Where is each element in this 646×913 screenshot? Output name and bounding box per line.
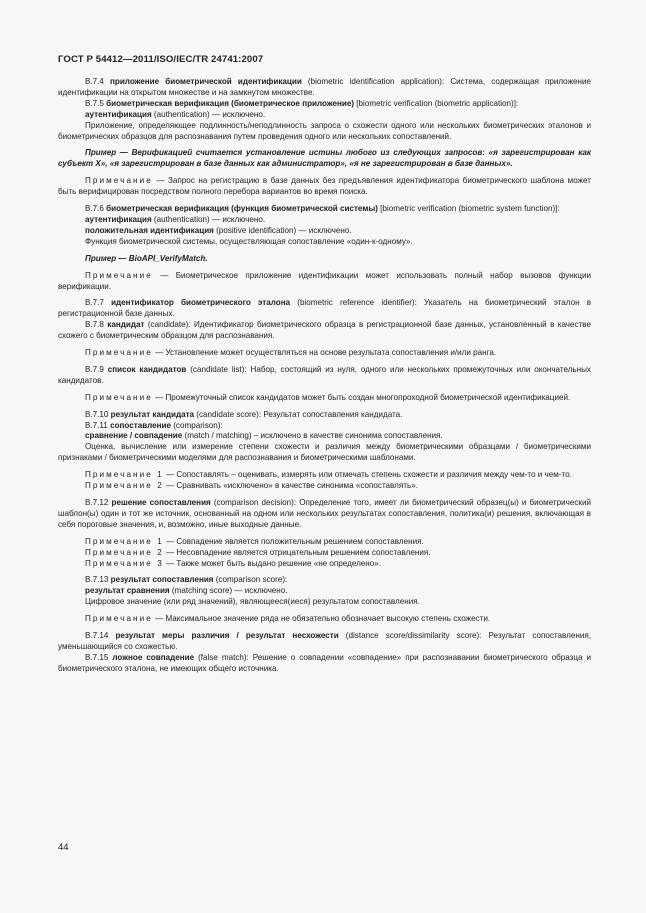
- paragraph: [58, 176, 591, 198]
- text-run: (candidate): Идентификатор биометрического образца в регистрационной базе данных, установленный в качестве схожего с биометрическим образцом для распознавания.: [58, 320, 591, 341]
- term: результат сравнения: [85, 586, 170, 596]
- text-run: (comparison):: [170, 420, 223, 430]
- text-run: (biometric identification application): Система, содержащая приложение идентификации на открытом множестве и на замкнутом множестве.: [58, 77, 591, 97]
- paragraph: [58, 99, 591, 110]
- paragraph: [58, 586, 591, 597]
- text-run: (false match): Решение о совпадении «совпадение» при распознавании биометрического образца и биометрического эталона, не имеющих общего источника.: [58, 652, 592, 673]
- text-run: (positive identification) — исключено.: [213, 225, 352, 235]
- paragraph: [58, 537, 591, 548]
- text-run: В.7.4: [85, 77, 110, 86]
- text-run: В.7.14: [85, 631, 116, 641]
- text-run: (authentication) — исключено.: [151, 109, 266, 119]
- paragraph: [58, 442, 591, 464]
- paragraph: [58, 410, 591, 421]
- text-run: [biometric verification (biometric application)]:: [354, 98, 519, 108]
- term: аутентификация: [85, 109, 152, 119]
- paragraph: [58, 226, 591, 237]
- text-run: — Биометрическое приложение идентификации может использовать полный набор вызовов функции верификации.: [58, 270, 591, 291]
- paragraph: [58, 237, 591, 248]
- paragraph: [58, 597, 591, 608]
- text-run: (biometric reference identifier): Указатель на биометрический эталон в регистрационной базе данных.: [58, 298, 592, 319]
- paragraph: [58, 148, 591, 170]
- term: идентификатор биометрического эталона: [111, 298, 291, 308]
- paragraph: [58, 393, 591, 404]
- note-label: Примечание 1: [85, 470, 164, 480]
- text-run: (candidate list): Набор, состоящий из нуля, одного или нескольких промежуточных или окончательных кандидатов.: [58, 364, 591, 385]
- paragraph: [58, 365, 591, 387]
- text-run: — Промежуточный список кандидатов может быть создан многопроходной биометрической идентификацией.: [152, 392, 571, 402]
- paragraph: [58, 481, 591, 492]
- example-text: Пример — BioAPI_VerifyMatch.: [85, 253, 208, 263]
- term: приложение биометрической идентификации: [109, 77, 302, 86]
- term: сопоставление: [110, 420, 171, 430]
- text-run: В.7.10: [85, 409, 111, 419]
- text-run: (comparison decision): Определение того, имеет ли биометрический образец(ы) и биометрический шаблон(ы) один и тот же источник, основанный на одном или нескольких результатах сопоставления, политика(и) решения, включающая в себя пороговые значения, и, возможно, иные выходные данные.: [58, 498, 591, 529]
- text-run: В.7.11: [85, 420, 111, 430]
- term: аутентификация: [85, 214, 152, 224]
- text-run: (match / matching) – исключено в качестве синонима сопоставления.: [182, 431, 443, 441]
- paragraph: [58, 470, 591, 481]
- note-label: Примечание: [85, 270, 153, 280]
- text-run: (distance score/dissimilarity score): Результат сопоставления, уменьшающийся со схожестью.: [58, 631, 591, 651]
- text-run: — Сравнивать «исключено» в качестве синонима «сопоставлять».: [163, 481, 418, 491]
- document-header: ГОСТ Р 54412—2011/ISO/IEC/TR 24741:2007: [58, 54, 264, 65]
- text-run: (candidate score): Результат сопоставления кандидата.: [194, 409, 403, 419]
- page-number: 44: [58, 842, 69, 853]
- term: результат меры различия / результат несхожести: [115, 631, 339, 641]
- paragraph: [58, 575, 591, 586]
- note-label: Примечание: [85, 392, 153, 402]
- term: кандидат: [107, 320, 145, 330]
- text-run: В.7.15: [85, 652, 113, 662]
- paragraph: [58, 559, 591, 570]
- text-run: Приложение, определяющее подлинность/неподлинность запроса о схожести одного или нескольких биометрических эталонов и биометрических образцов для распознавания путем проведения одного или нескольких сопоставлений.: [58, 120, 591, 141]
- text-run: В.7.6: [85, 204, 107, 214]
- term: биометрическая верификация (биометрическое приложение): [106, 98, 355, 108]
- text-run: В.7.5: [85, 98, 107, 108]
- note-label: Примечание: [85, 614, 153, 624]
- text-run: — Также может быть выдано решение «не определено».: [163, 558, 382, 568]
- text-run: В.7.12: [85, 498, 112, 507]
- text-run: — Запрос на регистрацию в базе данных без предъявления идентификатора биометрического шаблона может быть верифицирован посредством полного перебора вариантов во время поиска.: [58, 176, 591, 197]
- note-label: Примечание 2: [85, 547, 164, 557]
- term: ложное совпадение: [112, 652, 195, 662]
- text-run: — Совпадение является положительным решением сопоставления.: [163, 536, 424, 546]
- term: решение сопоставления: [111, 498, 211, 507]
- text-run: — Максимальное значение ряда не обязательно обозначает высокую степень схожести.: [152, 614, 491, 624]
- text-run: В.7.8: [85, 320, 108, 330]
- paragraph: [58, 271, 591, 293]
- paragraph: [58, 215, 591, 226]
- text-run: — Установление может осуществляться на основе результата сопоставления и/или ранга.: [152, 348, 497, 358]
- term: сравнение / совпадение: [85, 431, 183, 441]
- note-label: Примечание: [85, 348, 153, 358]
- text-run: Оценка, вычисление или измерение степени схожести и различия между биометрическими образцами / биометрическими признаками / биометрическими моделями для распознавания и биометрическими шаблонами.: [58, 442, 591, 463]
- paragraph: [58, 548, 591, 559]
- example-text: Пример — Верификацией считается установление истины любого из следующих запросов: «я зарегистрирован как субъект X», «я зарегистрирован в базе данных как администратор», «я не зарегистрирован в базе данных».: [58, 148, 591, 169]
- text-run: В.7.7: [85, 298, 112, 308]
- text-run: (matching score) — исключено.: [169, 586, 288, 596]
- paragraph: [58, 298, 591, 320]
- note-label: Примечание: [85, 176, 153, 186]
- paragraph: [58, 421, 591, 432]
- term: результат сопоставления: [110, 575, 214, 585]
- document-body: [58, 77, 591, 675]
- paragraph: [58, 77, 591, 99]
- text-run: В.7.13: [85, 575, 111, 585]
- paragraph: [58, 254, 591, 265]
- term: биометрическая верификация (функция биометрической системы): [106, 204, 378, 214]
- text-run: В.7.9: [85, 364, 108, 374]
- text-run: Цифровое значение (или ряд значений), являющееся(иеся) результатом сопоставления.: [85, 597, 420, 607]
- paragraph: [58, 204, 591, 215]
- term: положительная идентификация: [85, 225, 214, 235]
- term: список кандидатов: [107, 364, 187, 374]
- note-label: Примечание 1: [85, 536, 164, 546]
- note-label: Примечание 2: [85, 481, 164, 491]
- text-run: (comparison score):: [213, 575, 288, 585]
- paragraph: [58, 431, 591, 442]
- paragraph: [58, 110, 591, 121]
- text-run: Функция биометрической системы, осуществляющая сопоставление «один-к-одному».: [85, 236, 413, 246]
- text-run: (authentication) — исключено.: [151, 214, 266, 224]
- paragraph: [58, 320, 591, 342]
- paragraph: [58, 614, 591, 625]
- paragraph: [58, 498, 591, 531]
- paragraph: [58, 653, 591, 675]
- paragraph: [58, 121, 591, 143]
- paragraph: [58, 631, 591, 653]
- term: результат кандидата: [110, 409, 195, 419]
- note-label: Примечание 3: [85, 558, 164, 568]
- text-run: — Несовпадение является отрицательным решением сопоставления.: [163, 547, 431, 557]
- text-run: — Сопоставлять – оценивать, измерять или отмечать степень схожести и различия между чем-то и чем-то.: [163, 470, 572, 480]
- paragraph: [58, 348, 591, 359]
- text-run: [biometric verification (biometric system function)]:: [377, 204, 560, 214]
